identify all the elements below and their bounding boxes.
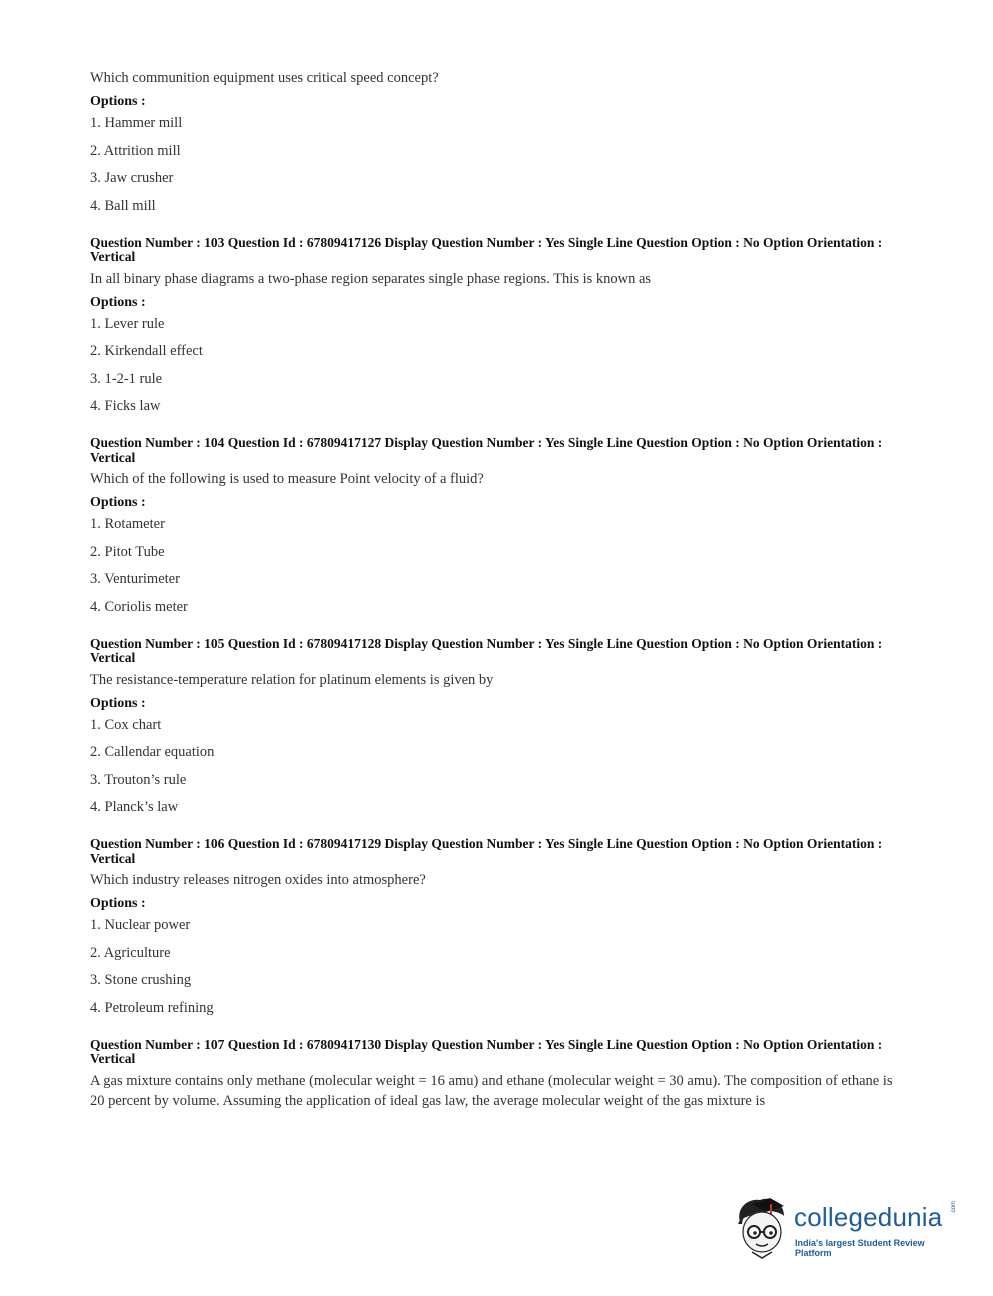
logo-tagline: India's largest Student Review Platform <box>795 1238 925 1258</box>
option-4: 4. Ball mill <box>90 197 156 214</box>
question-102 <box>90 68 900 216</box>
question-meta: Question Number : 104 Question Id : 67809417127 Display Question Number : Yes Single Line Question Option : No Option Orientation : Vertical <box>90 435 883 465</box>
options-label: Options : <box>90 94 146 109</box>
option-2: 2. Callendar equation <box>90 744 215 760</box>
question-list <box>90 68 900 1131</box>
collegedunia-logo <box>734 1194 959 1264</box>
question-text: Which industry releases nitrogen oxides into atmosphere? <box>90 872 426 888</box>
options-label: Options : <box>90 896 146 911</box>
option-3: 3. Trouton’s rule <box>90 771 187 788</box>
question-103 <box>90 236 900 417</box>
options-label: Options : <box>90 695 146 711</box>
option-3: 3. Venturimeter <box>90 571 180 587</box>
question-text: A gas mixture contains only methane (molecular weight = 16 amu) and ethane (molecular weight = 30 amu). The composition of ethane is 20 percent by volume. Assuming the application of ideal gas law, the average molecular weight of the gas mixture is <box>90 1072 893 1109</box>
graduate-mascot-icon <box>734 1194 792 1260</box>
option-3: 3. 1-2-1 rule <box>90 370 163 387</box>
option-3: 3. Stone crushing <box>90 972 192 988</box>
option-1: 1. Nuclear power <box>90 917 191 933</box>
question-meta: Question Number : 106 Question Id : 67809417129 Display Question Number : Yes Single Line Question Option : No Option Orientation : Vertical <box>90 836 883 866</box>
question-107 <box>90 1038 900 1111</box>
question-meta: Question Number : 107 Question Id : 67809417130 Display Question Number : Yes Single Line Question Option : No Option Orientation : Vertical <box>90 1036 883 1066</box>
question-text: Which of the following is used to measure Point velocity of a fluid? <box>90 471 484 487</box>
question-106 <box>90 837 900 1018</box>
question-105 <box>90 637 900 818</box>
option-3: 3. Jaw crusher <box>90 170 174 186</box>
option-1: 1. Lever rule <box>90 315 165 332</box>
question-text: In all binary phase diagrams a two-phase region separates single phase regions. This is known as <box>90 270 652 287</box>
options-label: Options : <box>90 495 146 510</box>
option-4: 4. Planck’s law <box>90 799 179 815</box>
option-4: 4. Coriolis meter <box>90 598 188 615</box>
question-text: Which communition equipment uses critical speed concept? <box>90 70 439 86</box>
option-1: 1. Cox chart <box>90 716 162 733</box>
option-4: 4. Ficks law <box>90 398 161 414</box>
question-text: The resistance-temperature relation for platinum elements is given by <box>90 671 494 688</box>
option-2: 2. Attrition mill <box>90 142 181 159</box>
options-label: Options : <box>90 294 146 310</box>
option-1: 1. Rotameter <box>90 516 165 532</box>
option-2: 2. Agriculture <box>90 944 171 961</box>
question-meta: Question Number : 103 Question Id : 67809417126 Display Question Number : Yes Single Line Question Option : No Option Orientation : Vertical <box>90 234 883 264</box>
logo-wordmark: collegedunia <box>794 1202 943 1232</box>
option-2: 2. Pitot Tube <box>90 543 165 560</box>
option-2: 2. Kirkendall effect <box>90 343 203 359</box>
option-4: 4. Petroleum refining <box>90 999 214 1016</box>
question-meta: Question Number : 105 Question Id : 67809417128 Display Question Number : Yes Single Line Question Option : No Option Orientation : Vertical <box>90 635 883 665</box>
question-104 <box>90 436 900 617</box>
logo-suffix: .com <box>951 1200 957 1214</box>
option-1: 1. Hammer mill <box>90 115 183 131</box>
